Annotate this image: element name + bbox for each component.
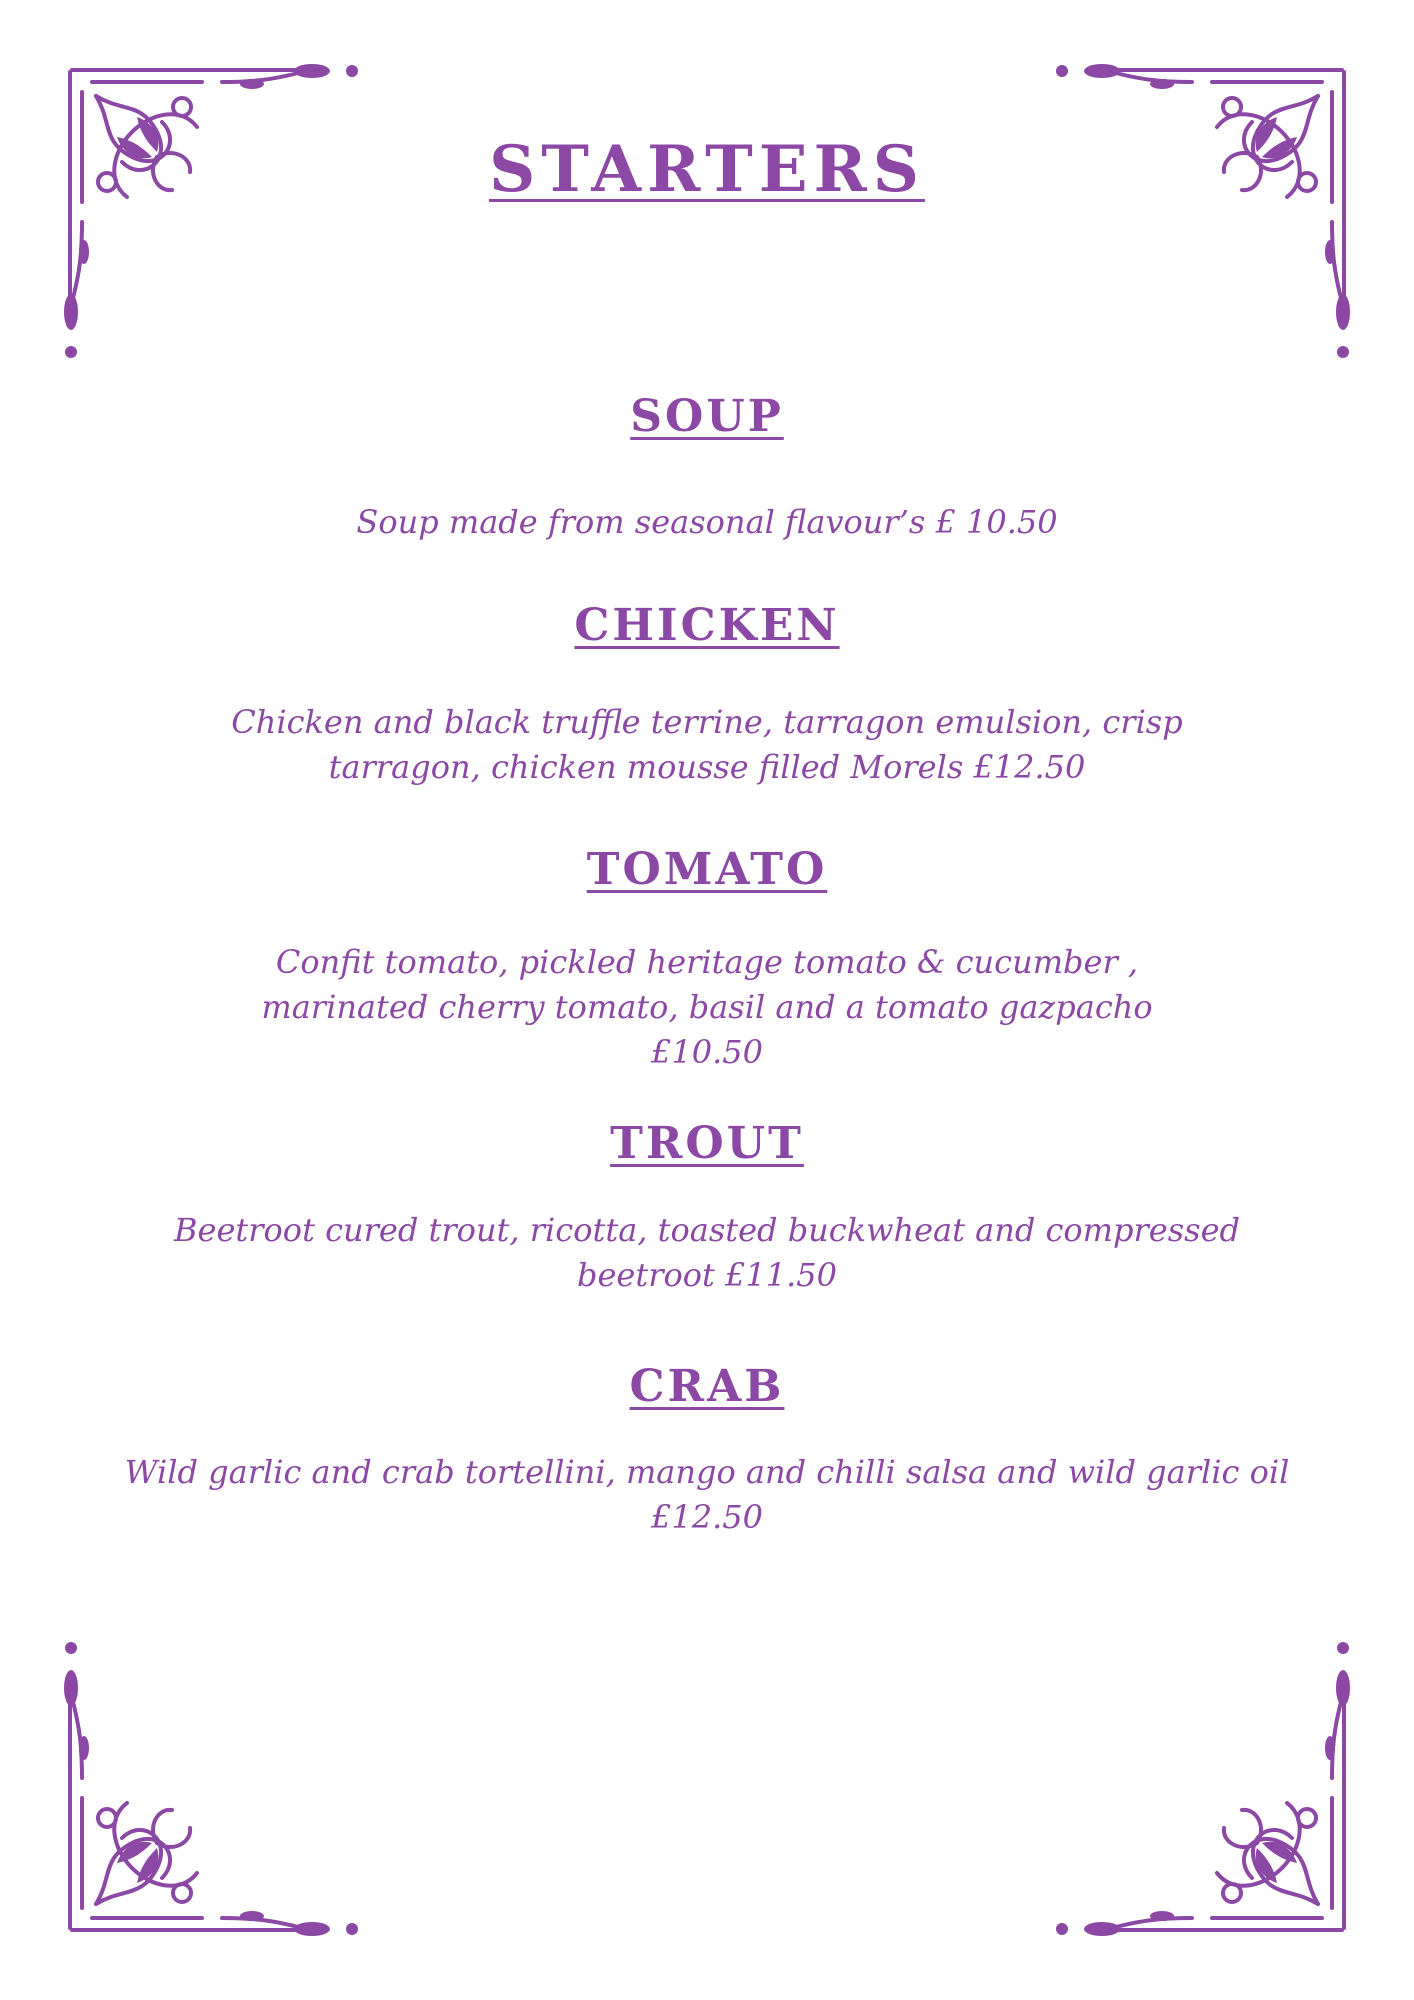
description-line: tarragon, chicken mousse filled Morels £12.50 [328, 748, 1086, 786]
description-line: beetroot £11.50 [576, 1256, 838, 1294]
section-description-chicken [100, 700, 1314, 790]
section-heading-chicken: CHICKEN [574, 600, 840, 651]
section-description-trout [100, 1208, 1314, 1298]
ornamental-corner-icon [62, 1608, 392, 1938]
ornamental-corner-icon [1022, 1608, 1352, 1938]
description-line: Chicken and black truffle terrine, tarragon emulsion, crisp [231, 703, 1183, 741]
description-line: marinated cherry tomato, basil and a tomato gazpacho [261, 988, 1153, 1026]
section-description-soup [100, 500, 1314, 545]
section-heading-soup: SOUP [630, 391, 784, 442]
description-line: Wild garlic and crab tortellini, mango and chilli salsa and wild garlic oil [124, 1453, 1290, 1491]
section-heading-crab: CRAB [629, 1361, 785, 1412]
section-description-crab [60, 1450, 1354, 1540]
page-title: STARTERS [489, 132, 925, 207]
description-line: £12.50 [651, 1498, 763, 1536]
description-line: Soup made from seasonal flavour’s £ 10.50 [356, 503, 1058, 541]
section-heading-trout: TROUT [610, 1118, 804, 1169]
description-line: Confit tomato, pickled heritage tomato & cucumber , [275, 943, 1139, 981]
ornamental-corner-icon [62, 62, 392, 392]
description-line: Beetroot cured trout, ricotta, toasted buckwheat and compressed [173, 1211, 1240, 1249]
section-heading-tomato: TOMATO [586, 844, 828, 895]
ornamental-corner-icon [1022, 62, 1352, 392]
section-description-tomato [100, 940, 1314, 1075]
description-line: £10.50 [651, 1033, 763, 1071]
